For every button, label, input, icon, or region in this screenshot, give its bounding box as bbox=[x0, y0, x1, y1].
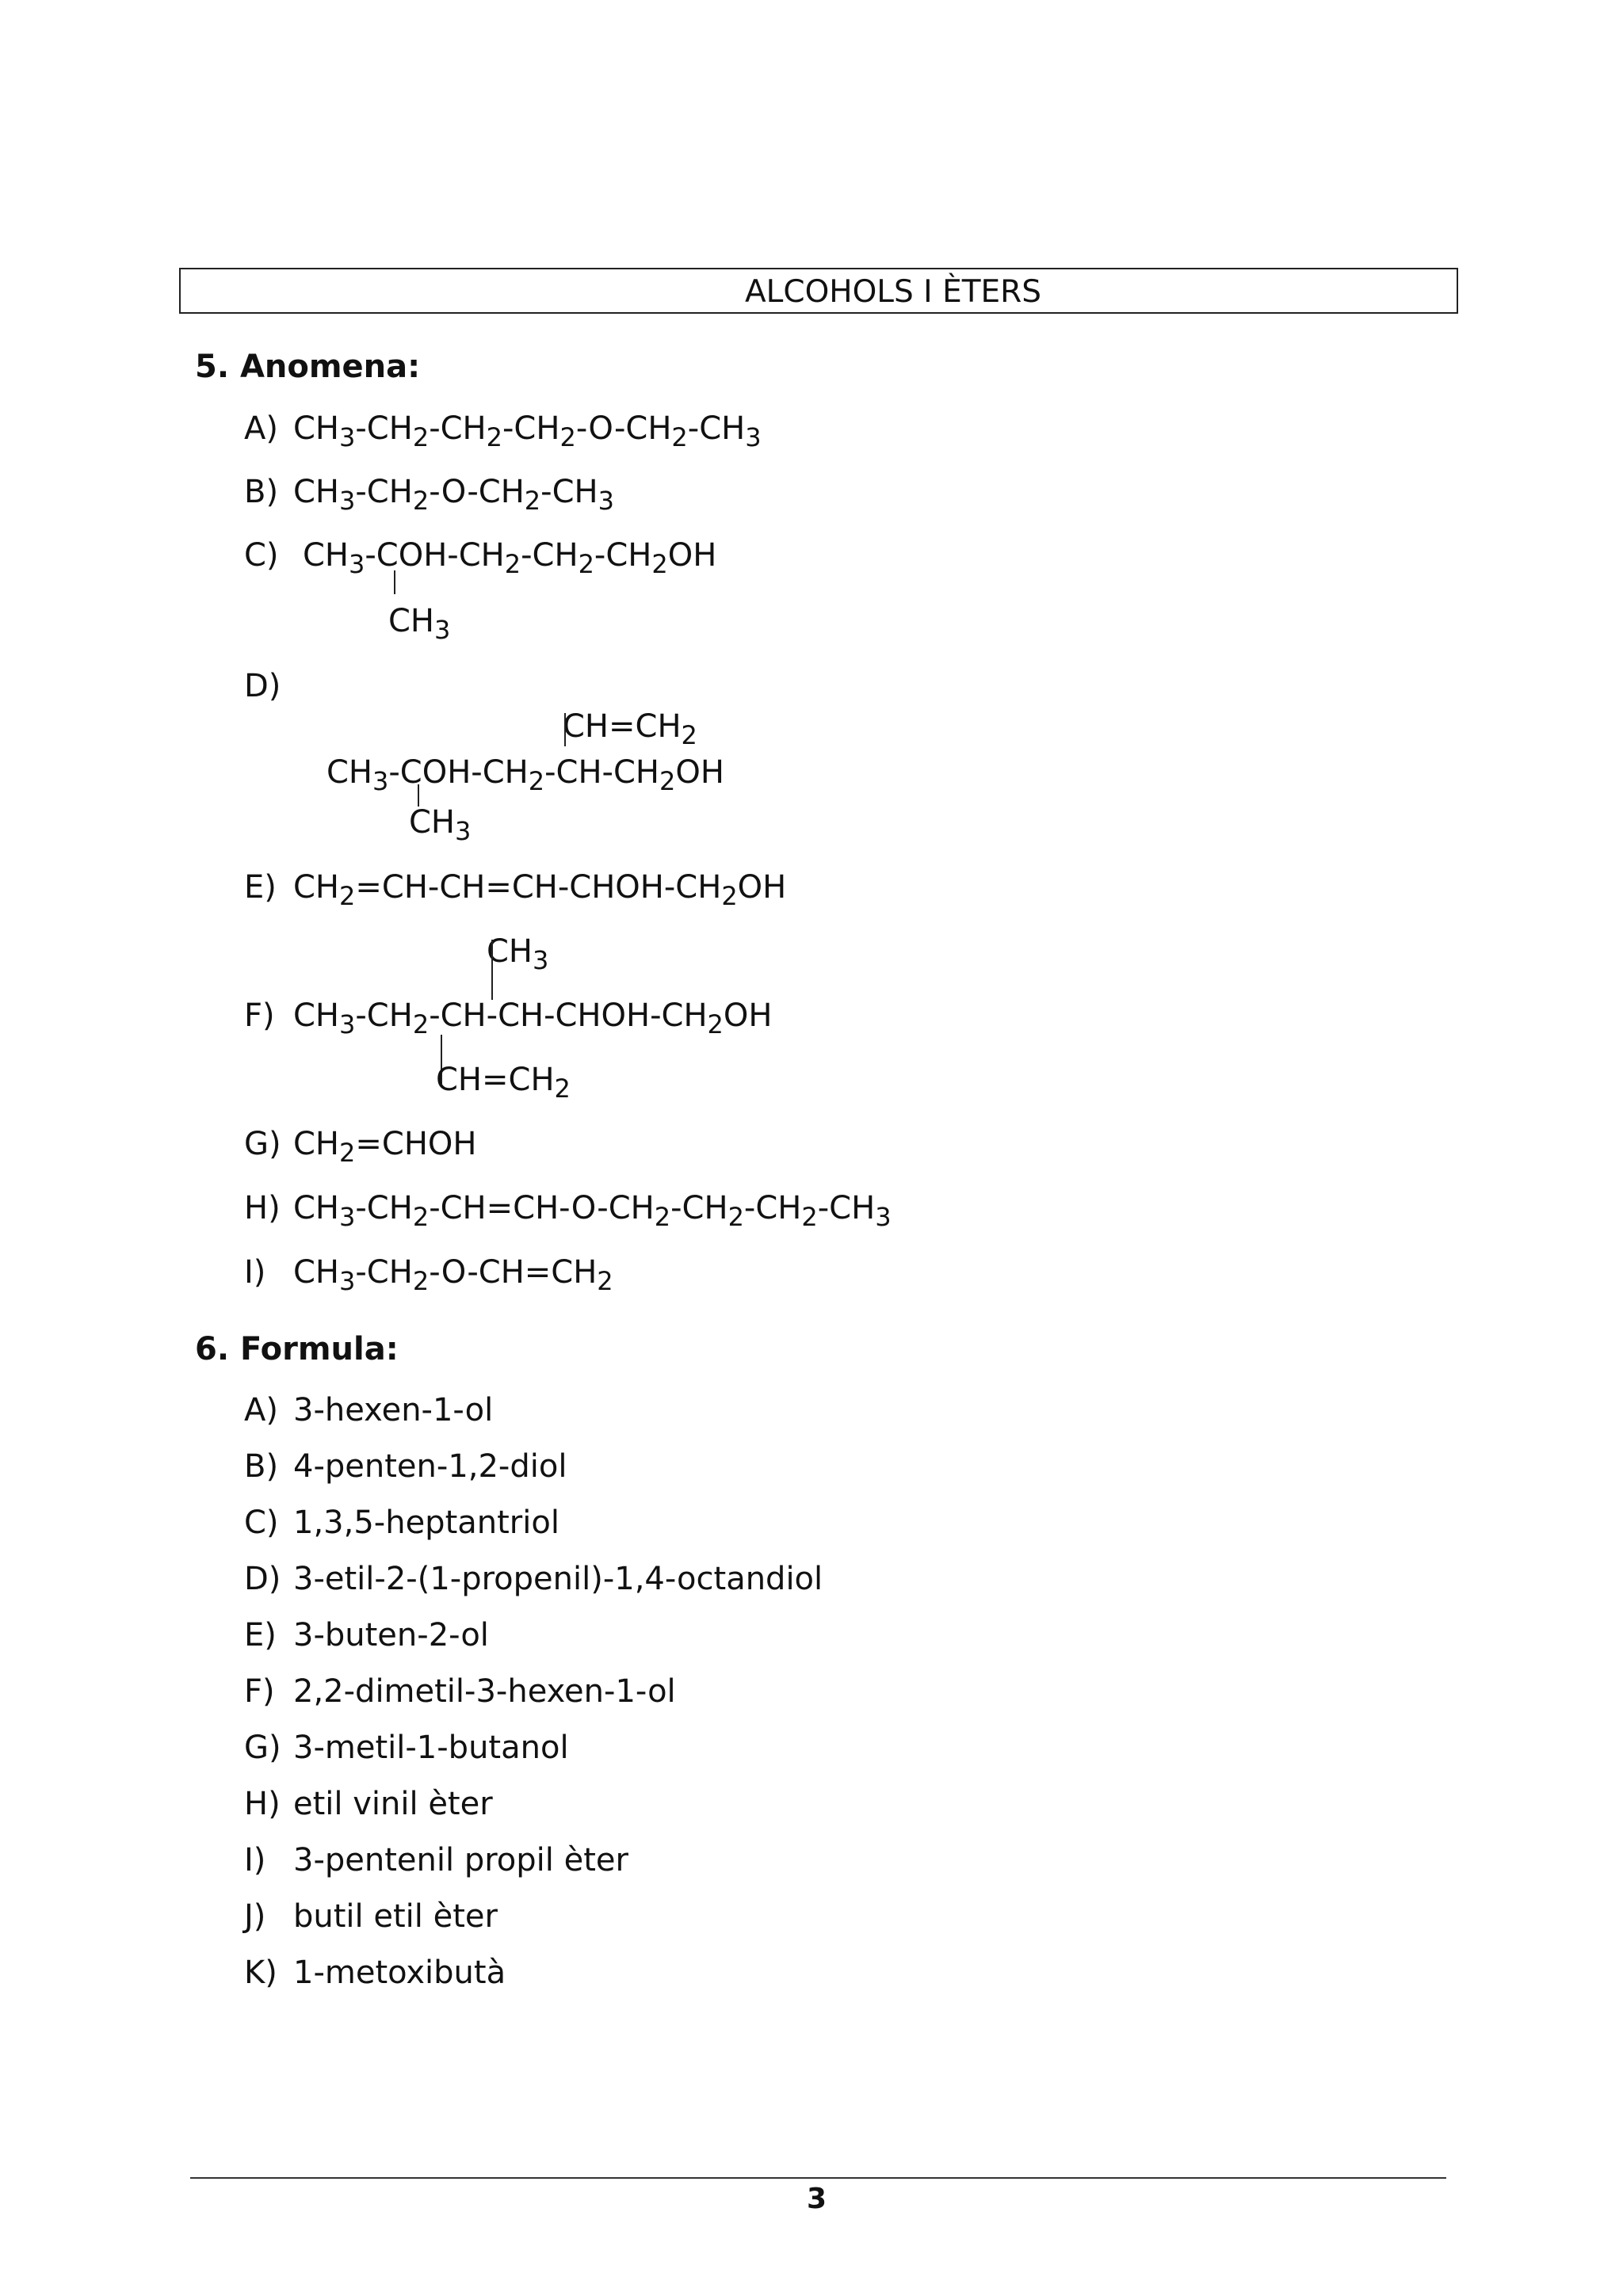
item-text: 3-metil-1-butanol bbox=[293, 1730, 569, 1766]
q5-item-d bbox=[244, 667, 293, 705]
item-label: C) bbox=[244, 1505, 279, 1541]
question-6-heading: 6. Formula: bbox=[195, 1331, 399, 1367]
q5-item-e bbox=[244, 868, 787, 911]
item-label: I) bbox=[244, 1254, 266, 1291]
item-text: 4-penten-1,2-diol bbox=[293, 1448, 567, 1485]
q5-item-c bbox=[244, 536, 293, 574]
q6-item-k bbox=[244, 1954, 506, 1992]
q5-item-i bbox=[244, 1253, 613, 1296]
item-label: E) bbox=[244, 869, 277, 906]
item-label: G) bbox=[244, 1730, 281, 1766]
q6-item-c bbox=[244, 1504, 559, 1542]
bond-line bbox=[491, 940, 493, 1000]
item-label: H) bbox=[244, 1786, 281, 1822]
formula-a: $CH_3-CH_2-CH_2-CH_2-O-CH_2-CH_3$ bbox=[293, 410, 762, 452]
q6-item-e bbox=[244, 1616, 489, 1654]
formula-i: $CH_3-CH_2-O-CH=CH_2$ bbox=[293, 1254, 613, 1296]
formula-h: $CH_3-CH_2-CH=CH-O-CH_2-CH_2-CH_2-CH_3$ bbox=[293, 1190, 892, 1232]
q6-item-i bbox=[244, 1841, 628, 1879]
header-box bbox=[179, 268, 1458, 314]
item-text: 1-metoxibutà bbox=[293, 1955, 506, 1991]
item-label: F) bbox=[244, 997, 275, 1034]
item-text: etil vinil èter bbox=[293, 1786, 493, 1822]
item-label: I) bbox=[244, 1842, 266, 1878]
formula-f-branch-top: $CH_3$ bbox=[487, 933, 549, 975]
formula-d-branch-bottom: $CH_3$ bbox=[409, 804, 472, 846]
formula-d-main: $CH_3-COH-CH_2-CH-CH_2OH$ bbox=[327, 754, 724, 796]
item-label: K) bbox=[244, 1955, 277, 1991]
item-text: butil etil èter bbox=[293, 1898, 498, 1935]
formula-d-branch-top: $CH=CH_2$ bbox=[563, 708, 697, 750]
item-text: 2,2-dimetil-3-hexen-1-ol bbox=[293, 1673, 676, 1710]
q5-item-f bbox=[244, 997, 773, 1039]
formula-c-branch: $CH_3$ bbox=[388, 603, 451, 645]
item-label: H) bbox=[244, 1190, 281, 1226]
item-label: C) bbox=[244, 537, 279, 574]
q6-item-j bbox=[244, 1897, 498, 1936]
item-label: D) bbox=[244, 1561, 281, 1597]
formula-e: $CH_2=CH-CH=CH-CHOH-CH_2OH$ bbox=[293, 869, 787, 911]
page-title: ALCOHOLS I ÈTERS bbox=[744, 274, 1042, 310]
item-label: E) bbox=[244, 1617, 277, 1653]
q5-item-g bbox=[244, 1125, 477, 1168]
item-text: 3-hexen-1-ol bbox=[293, 1392, 494, 1428]
formula-f-branch-bottom: $CH=CH_2$ bbox=[436, 1062, 571, 1104]
formula-c-main: $CH_3-COH-CH_2-CH_2-CH_2OH$ bbox=[303, 537, 717, 579]
item-label: G) bbox=[244, 1126, 281, 1162]
q6-item-b bbox=[244, 1447, 567, 1486]
item-text: 3-etil-2-(1-propenil)-1,4-octandiol bbox=[293, 1561, 823, 1597]
footer-rule bbox=[190, 2177, 1446, 2179]
q5-item-a bbox=[244, 410, 762, 452]
formula-g: $CH_2=CHOH$ bbox=[293, 1126, 477, 1168]
item-label: B) bbox=[244, 1448, 279, 1485]
item-label: D) bbox=[244, 668, 281, 704]
formula-f-main: $CH_3-CH_2-CH-CH-CHOH-CH_2OH$ bbox=[293, 997, 773, 1039]
item-text: 3-pentenil propil èter bbox=[293, 1842, 628, 1878]
item-label: F) bbox=[244, 1673, 275, 1710]
question-5-heading: 5. Anomena: bbox=[195, 349, 421, 385]
bond-line bbox=[564, 713, 566, 746]
bond-line bbox=[394, 570, 395, 594]
item-label: A) bbox=[244, 410, 278, 447]
page-number: 3 bbox=[807, 2183, 827, 2215]
q6-item-h bbox=[244, 1785, 493, 1823]
item-text: 1,3,5-heptantriol bbox=[293, 1505, 559, 1541]
item-text: 3-buten-2-ol bbox=[293, 1617, 489, 1653]
q6-item-f bbox=[244, 1672, 676, 1711]
q5-item-b bbox=[244, 473, 614, 516]
item-label: B) bbox=[244, 474, 279, 510]
q6-item-a bbox=[244, 1391, 493, 1429]
formula-b: $CH_3-CH_2-O-CH_2-CH_3$ bbox=[293, 474, 614, 516]
q6-item-g bbox=[244, 1729, 569, 1767]
q5-item-h bbox=[244, 1189, 892, 1232]
item-label: A) bbox=[244, 1392, 278, 1428]
item-label: J) bbox=[244, 1898, 266, 1935]
q6-item-d bbox=[244, 1560, 823, 1598]
